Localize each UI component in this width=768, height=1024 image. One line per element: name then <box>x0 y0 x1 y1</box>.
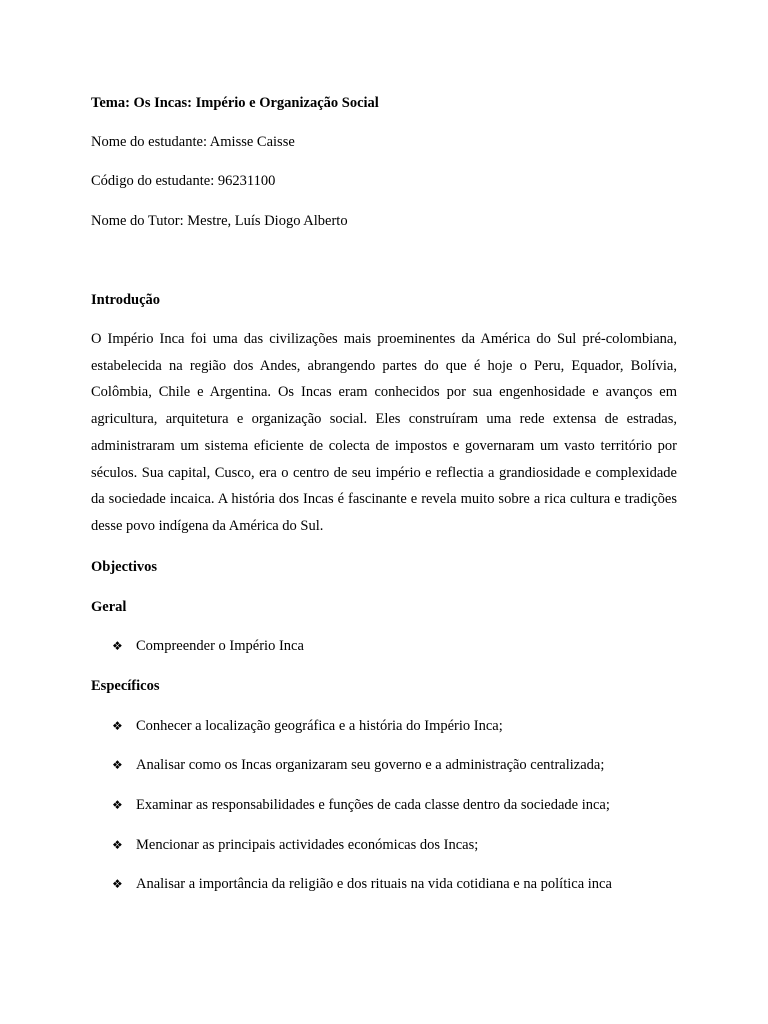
diamond-bullet-icon: ❖ <box>112 639 123 653</box>
list-item-text: Examinar as responsabilidades e funções de cada classe dentro da sociedade inca; <box>136 797 610 813</box>
diamond-bullet-icon: ❖ <box>112 719 123 733</box>
student-name: Nome do estudante: Amisse Caisse <box>91 134 295 150</box>
list-item <box>112 835 478 855</box>
list-item-text: Mencionar as principais actividades económicas dos Incas; <box>136 837 479 853</box>
list-item-text: Compreender o Império Inca <box>136 638 304 654</box>
tutor-name: Nome do Tutor: Mestre, Luís Diogo Alberto <box>91 213 348 229</box>
tema-title: Tema: Os Incas: Império e Organização Social <box>91 95 379 111</box>
list-item <box>112 755 604 775</box>
list-item-text: Analisar a importância da religião e dos rituais na vida cotidiana e na política inca <box>136 876 612 892</box>
list-item <box>112 795 610 815</box>
diamond-bullet-icon: ❖ <box>112 838 123 852</box>
list-item <box>112 874 612 894</box>
diamond-bullet-icon: ❖ <box>112 758 123 772</box>
especificos-heading: Específicos <box>91 678 160 694</box>
intro-paragraph: O Império Inca foi uma das civilizações mais proeminentes da América do Sul pré-colombiana, estabelecida na região dos Andes, abrangendo partes do que é hoje o Peru, Equador, Bolívia, Colômbia, Chile e Argentina. Os Incas eram conhecidos por sua engenhosidade e avanços em agricultura, arquitetura e organização social. Eles construíram uma rede extensa de estradas, administraram um sistema eficiente de colecta de impostos e governaram um vasto território por séculos. Sua capital, Cusco, era o centro de seu império e reflectia a grandiosidade e complexidade da sociedade incaica. A história dos Incas é fascinante e revela muito sobre a rica cultura e tradições desse povo indígena da América do Sul. <box>91 331 677 534</box>
geral-heading: Geral <box>91 599 127 615</box>
list-item-text: Analisar como os Incas organizaram seu governo e a administração centralizada; <box>136 757 605 773</box>
diamond-bullet-icon: ❖ <box>112 798 123 812</box>
diamond-bullet-icon: ❖ <box>112 877 123 891</box>
list-item <box>112 636 304 656</box>
objectivos-heading: Objectivos <box>91 559 158 575</box>
intro-heading: Introdução <box>91 292 161 308</box>
list-item <box>112 716 503 736</box>
student-code: Código do estudante: 96231100 <box>91 173 276 189</box>
list-item-text: Conhecer a localização geográfica e a história do Império Inca; <box>136 718 503 734</box>
